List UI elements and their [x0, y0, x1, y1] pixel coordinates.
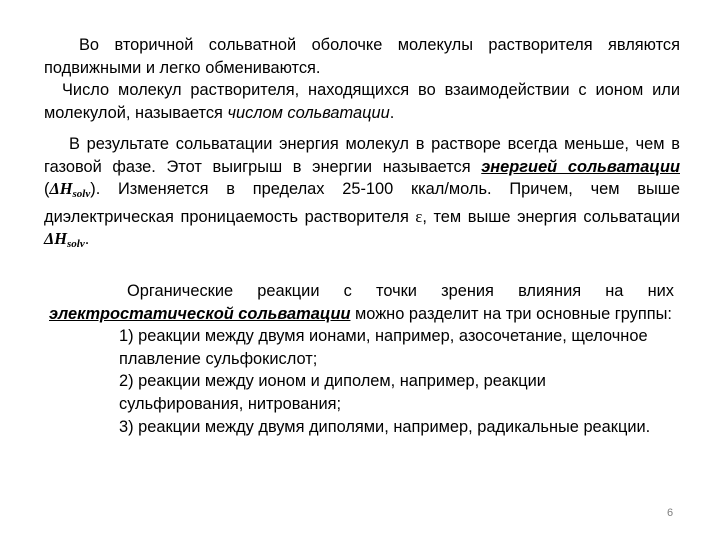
page-number: 6 [667, 507, 674, 519]
paragraph-solvation-energy [44, 133, 680, 256]
delta-h-symbol: ΔH [49, 179, 73, 199]
paragraph-solvation-energy-mid: ). Изменяется в пределах 25-100 ккал/моль. Причем, чем выше диэлектрическая проницаемость растворителя [44, 180, 680, 226]
solvation-number-term: числом сольватации [227, 103, 390, 122]
paragraph-solvation-energy-text: В результате сольватации энергия молекул в растворе всегда меньше, чем в газовой фазе. Этот выигрыш в энергии называется [44, 135, 680, 176]
paragraph-solvation-energy-end: . [84, 230, 90, 249]
delta-h-subscript-second: solv [67, 238, 85, 251]
paragraph-organic-reactions [49, 280, 674, 325]
list-item: 1) реакции между двумя ионами, например, азосочетание, щелочное плавление сульфокислот; [119, 327, 648, 368]
paragraph-solvation-number-end: . [389, 103, 395, 122]
paragraph-solvation-number [44, 79, 680, 124]
delta-h-subscript: solv [72, 188, 91, 201]
paragraph-secondary-shell-text: Во вторичной сольватной оболочке молекулы растворителя являются подвижными и легко обмениваются. [44, 36, 680, 77]
electrostatic-solvation-term: электростатической сольватации [49, 304, 351, 323]
intro-text-block [44, 34, 680, 124]
delta-h-symbol-second: ΔH [44, 229, 68, 249]
paragraph-solvation-number-text: Число молекул растворителя, находящихся во взаимодействии с ионом или молекулой, называется [44, 81, 680, 122]
list-item: 2) реакции между ионом и диполем, например, реакции сульфирования, нитрования; [119, 372, 546, 413]
paragraph-secondary-shell [44, 34, 680, 79]
epsilon-symbol: ε [415, 206, 423, 226]
open-paren: ( [44, 180, 50, 199]
reactions-block [49, 280, 674, 438]
reaction-groups-list [49, 325, 674, 438]
solvation-energy-block [44, 133, 680, 256]
list-item: 3) реакции между двумя диполями, например, радикальные реакции. [119, 417, 651, 436]
paragraph-solvation-energy-mid2: , тем выше энергия сольватации [422, 207, 680, 226]
paragraph-organic-reactions-end: можно разделит на три основные группы: [350, 304, 672, 323]
paragraph-organic-reactions-text: Органические реакции с точки зрения влияния на них [127, 282, 674, 300]
solvation-energy-term: энергией сольватации [481, 157, 680, 176]
